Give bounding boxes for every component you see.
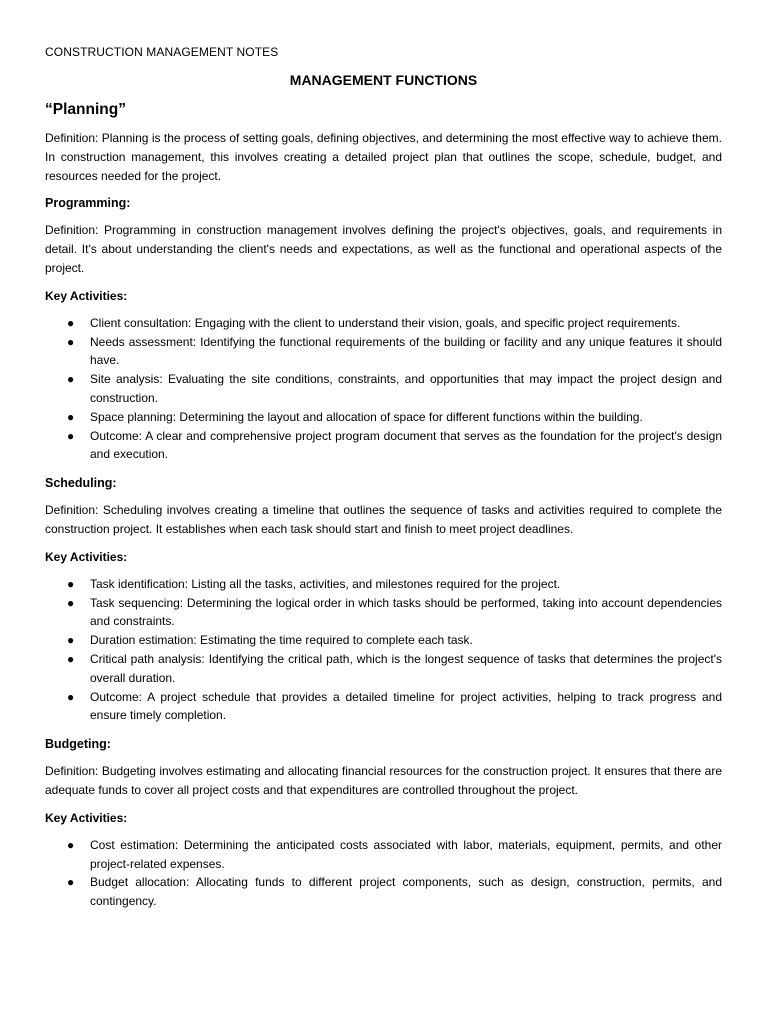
budgeting-key-activities-list [45,836,722,911]
document-title: MANAGEMENT FUNCTIONS [289,72,478,88]
programming-definition: Definition: Programming in construction management involves defining the project's objectives, goals, and requirements in detail. It's about understanding the client's needs and expectations, as well as the functional and operational aspects of the project. [45,223,722,275]
budgeting-definition: Definition: Budgeting involves estimating and allocating financial resources for the construction project. It ensures that there are adequate funds to cover all project costs and that expenditures are controlled throughout the project. [45,764,722,797]
bullet-icon: ● [67,633,75,648]
programming-key-activities-heading: Key Activities: [45,288,128,303]
list-item-text: Outcome: A project schedule that provides a detailed timeline for project activities, helping to track progress and ensure timely completion. [90,689,722,723]
budgeting-heading: Budgeting: [45,737,111,752]
bullet-icon: ● [67,315,75,330]
programming-heading: Programming: [45,196,131,211]
bullet-icon: ● [67,428,75,443]
scheduling-key-activities-list [45,575,722,725]
scheduling-definition: Definition: Scheduling involves creating a timeline that outlines the sequence of tasks and activities required to complete the construction project. It establishes when each task should start and finish to meet project deadlines. [45,503,722,536]
list-item [45,408,722,427]
planning-heading: “Planning” [45,101,126,118]
planning-definition: Definition: Planning is the process of setting goals, defining objectives, and determining the most effective way to achieve them. In construction management, this involves creating a detailed project plan that outlines the scope, schedule, budget, and resources needed for the project. [45,131,722,183]
programming-key-activities-list [45,314,722,464]
bullet-icon: ● [67,372,75,387]
list-item [45,427,722,465]
list-item-text: Task sequencing: Determining the logical order in which tasks should be performed, taking into account dependencies and constraints. [90,595,722,629]
list-item-text: Outcome: A clear and comprehensive project program document that serves as the foundation for the project's design and execution. [90,428,722,462]
list-item [45,333,722,371]
bullet-icon: ● [67,837,75,852]
document-page [45,44,722,921]
bullet-icon: ● [67,409,75,424]
list-item-text: Site analysis: Evaluating the site conditions, constraints, and opportunities that may impact the project design and construction. [90,372,722,405]
list-item-text: Client consultation: Engaging with the client to understand their vision, goals, and specific project requirements. [90,315,681,330]
bullet-icon: ● [67,689,75,704]
list-item-text: Critical path analysis: Identifying the critical path, which is the longest sequence of tasks that determines the project's overall duration. [90,651,722,685]
list-item-text: Task identification: Listing all the tasks, activities, and milestones required for the project. [90,576,561,591]
bullet-icon: ● [67,875,75,890]
scheduling-key-activities-heading: Key Activities: [45,549,128,564]
list-item [45,836,722,874]
bullet-icon: ● [67,334,75,349]
list-item [45,575,722,594]
list-item [45,594,722,632]
bullet-icon: ● [67,576,75,591]
header-note: CONSTRUCTION MANAGEMENT NOTES [45,45,279,59]
list-item [45,314,722,333]
list-item-text: Budget allocation: Allocating funds to different project components, such as design, construction, permits, and contingency. [90,875,722,909]
bullet-icon: ● [67,651,75,666]
list-item [45,688,722,726]
scheduling-heading: Scheduling: [45,476,117,491]
list-item-text: Cost estimation: Determining the anticipated costs associated with labor, materials, equipment, permits, and other project-related expenses. [90,837,722,871]
bullet-icon: ● [67,595,75,610]
list-item [45,650,722,688]
list-item [45,370,722,408]
list-item [45,873,722,911]
list-item-text: Duration estimation: Estimating the time required to complete each task. [90,633,473,648]
budgeting-key-activities-heading: Key Activities: [45,810,128,825]
list-item [45,631,722,650]
list-item-text: Space planning: Determining the layout and allocation of space for different functions within the building. [90,409,643,424]
list-item-text: Needs assessment: Identifying the functional requirements of the building or facility and any unique features it should have. [90,334,722,368]
